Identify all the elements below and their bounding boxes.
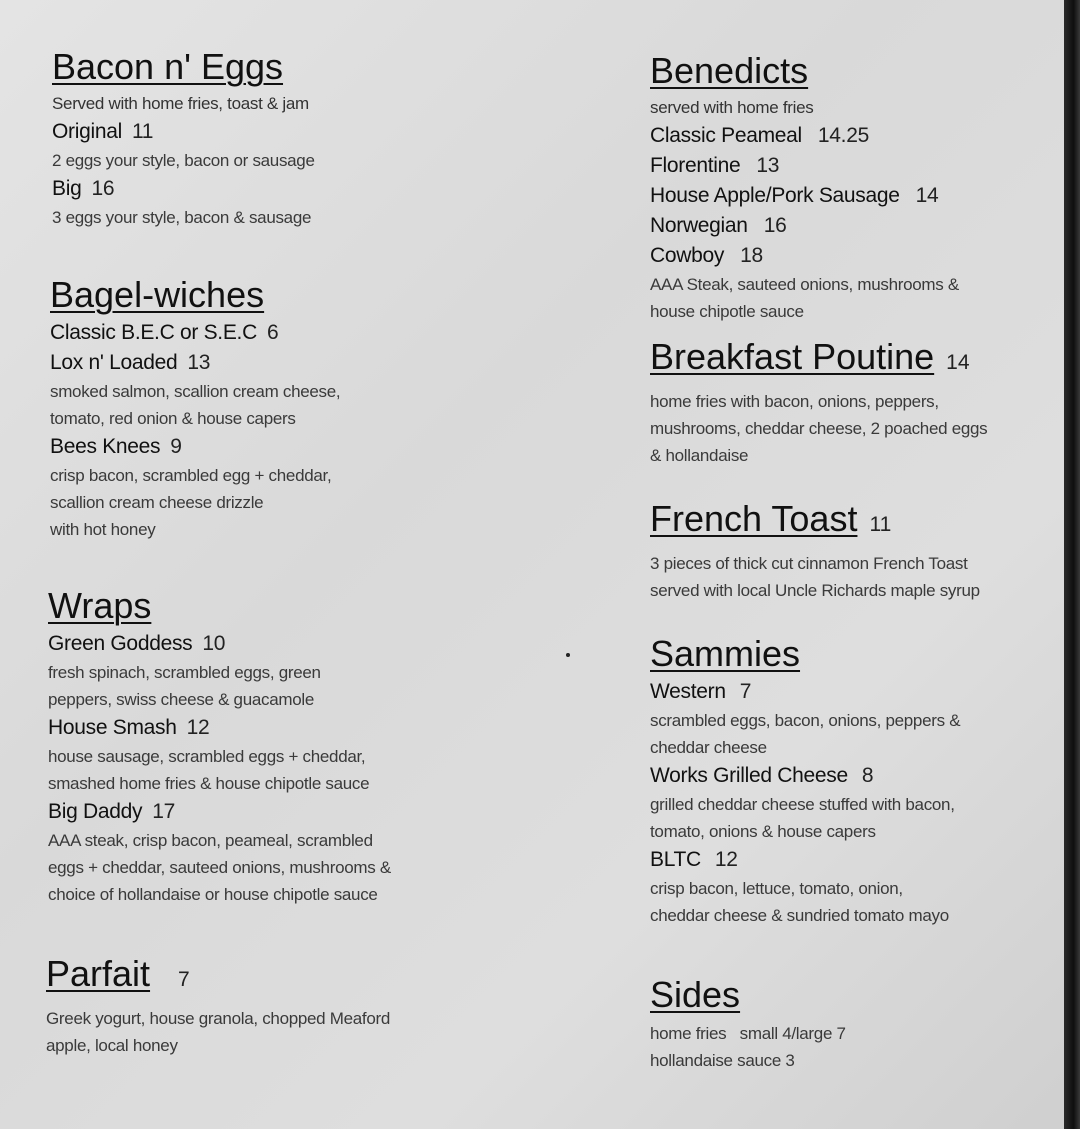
item-name: Bees Knees — [50, 435, 161, 458]
item-desc: mushrooms, cheddar cheese, 2 poached eggs — [650, 419, 988, 438]
item-price: 13 — [756, 154, 780, 177]
item-name: Florentine — [650, 154, 741, 177]
item-desc: cheddar cheese & sundried tomato mayo — [650, 906, 949, 925]
item-price: 6 — [266, 321, 279, 344]
section-price: 7 — [178, 968, 190, 991]
item-desc: Greek yogurt, house granola, chopped Meaford — [46, 1009, 391, 1028]
item-desc: scallion cream cheese drizzle — [50, 493, 264, 512]
section-sammies — [650, 635, 1050, 929]
item-desc: cheddar cheese — [650, 738, 767, 757]
item-price: 14 — [915, 184, 939, 207]
section-title — [650, 338, 1050, 382]
section-wraps — [48, 587, 488, 908]
section-price: 11 — [869, 513, 892, 536]
section-title: Wraps — [48, 585, 152, 626]
section-title: Bagel-wiches — [50, 274, 265, 315]
item-desc: peppers, swiss cheese & guacamole — [48, 690, 315, 709]
menu-item — [48, 713, 488, 743]
item-desc: tomato, red onion & house capers — [50, 409, 296, 428]
item-name: Western — [650, 680, 726, 703]
item-desc: 3 eggs your style, bacon & sausage — [52, 208, 312, 227]
item-price: 12 — [186, 716, 210, 739]
item-desc: house sausage, scrambled eggs + cheddar, — [48, 747, 366, 766]
menu-item — [650, 761, 1050, 791]
item-desc: house chipotle sauce — [650, 302, 804, 321]
section-title-text: Parfait — [46, 953, 151, 994]
section-title: Sides — [650, 974, 741, 1015]
item-desc: 3 pieces of thick cut cinnamon French Toast — [650, 554, 968, 573]
item-desc: smoked salmon, scallion cream cheese, — [50, 382, 341, 401]
item-price: 12 — [714, 848, 738, 871]
item-name: Classic B.E.C or S.E.C — [50, 321, 257, 344]
menu-item — [650, 677, 1050, 707]
item-desc: home fries with bacon, onions, peppers, — [650, 392, 939, 411]
menu-item — [650, 181, 1050, 211]
section-bagelwiches — [50, 276, 490, 543]
item-price: 14.25 — [817, 124, 869, 147]
item-name: Classic Peameal — [650, 124, 802, 147]
item-name: Original — [52, 120, 122, 143]
item-desc: scrambled eggs, bacon, onions, peppers & — [650, 711, 961, 730]
section-title — [46, 955, 486, 999]
paper-speck — [566, 653, 570, 657]
section-title-text: French Toast — [650, 498, 858, 539]
menu-item — [48, 629, 488, 659]
item-desc: smashed home fries & house chipotle sauce — [48, 774, 370, 793]
item-desc: crisp bacon, lettuce, tomato, onion, — [650, 879, 903, 898]
item-desc: crisp bacon, scrambled egg + cheddar, — [50, 466, 332, 485]
item-name: House Smash — [48, 716, 177, 739]
item-desc: fresh spinach, scrambled eggs, green — [48, 663, 321, 682]
section-benedicts — [650, 52, 1050, 325]
menu-item — [650, 121, 1050, 151]
menu-item — [50, 432, 490, 462]
section-bacon-eggs — [52, 48, 492, 231]
menu-item — [650, 211, 1050, 241]
item-price: 13 — [187, 351, 211, 374]
section-subtitle: served with home fries — [650, 98, 814, 117]
section-title: Sammies — [650, 633, 801, 674]
section-title: Benedicts — [650, 50, 809, 91]
item-name: House Apple/Pork Sausage — [650, 184, 900, 207]
item-price: 10 — [202, 632, 226, 655]
section-title: Bacon n' Eggs — [52, 46, 284, 87]
menu-item — [650, 241, 1050, 271]
section-title-text: Breakfast Poutine — [650, 336, 935, 377]
item-price: 16 — [91, 177, 115, 200]
section-french-toast — [650, 500, 1050, 604]
section-breakfast-poutine — [650, 338, 1050, 469]
item-desc: 2 eggs your style, bacon or sausage — [52, 151, 315, 170]
item-price: 16 — [763, 214, 787, 237]
menu-item — [650, 151, 1050, 181]
item-desc: choice of hollandaise or house chipotle sauce — [48, 885, 378, 904]
item-desc: eggs + cheddar, sauteed onions, mushrooms & — [48, 858, 391, 877]
menu-item — [52, 117, 492, 147]
item-price: 7 — [739, 680, 752, 703]
menu-item — [50, 348, 490, 378]
item-desc: AAA steak, crisp bacon, peameal, scrambled — [48, 831, 373, 850]
item-name: Cowboy — [650, 244, 725, 267]
item-price: 8 — [861, 764, 874, 787]
menu-item — [48, 797, 488, 827]
sides-line: home fries small 4/large 7 — [650, 1024, 846, 1043]
menu-item — [52, 174, 492, 204]
item-desc: with hot honey — [50, 520, 156, 539]
item-name: Lox n' Loaded — [50, 351, 178, 374]
menu-item — [650, 845, 1050, 875]
item-price: 11 — [131, 120, 154, 143]
item-name: Big — [52, 177, 82, 200]
item-desc: tomato, onions & house capers — [650, 822, 876, 841]
item-price: 9 — [170, 435, 182, 458]
page-edge — [1064, 0, 1080, 1129]
section-parfait — [46, 955, 486, 1059]
item-desc: apple, local honey — [46, 1036, 178, 1055]
item-desc: AAA Steak, sauteed onions, mushrooms & — [650, 275, 959, 294]
item-name: Green Goddess — [48, 632, 193, 655]
item-name: Works Grilled Cheese — [650, 764, 848, 787]
item-desc: grilled cheddar cheese stuffed with bacon, — [650, 795, 955, 814]
section-title — [650, 500, 1050, 544]
item-desc: & hollandaise — [650, 446, 749, 465]
item-desc: served with local Uncle Richards maple syrup — [650, 581, 980, 600]
item-price: 17 — [152, 800, 175, 823]
sides-line: hollandaise sauce 3 — [650, 1051, 795, 1070]
item-name: Big Daddy — [48, 800, 143, 823]
item-price: 18 — [740, 244, 763, 267]
section-subtitle: Served with home fries, toast & jam — [52, 94, 309, 113]
item-name: BLTC — [650, 848, 701, 871]
section-sides — [650, 976, 1050, 1074]
section-price: 14 — [946, 351, 970, 374]
item-name: Norwegian — [650, 214, 748, 237]
menu-item — [50, 318, 490, 348]
